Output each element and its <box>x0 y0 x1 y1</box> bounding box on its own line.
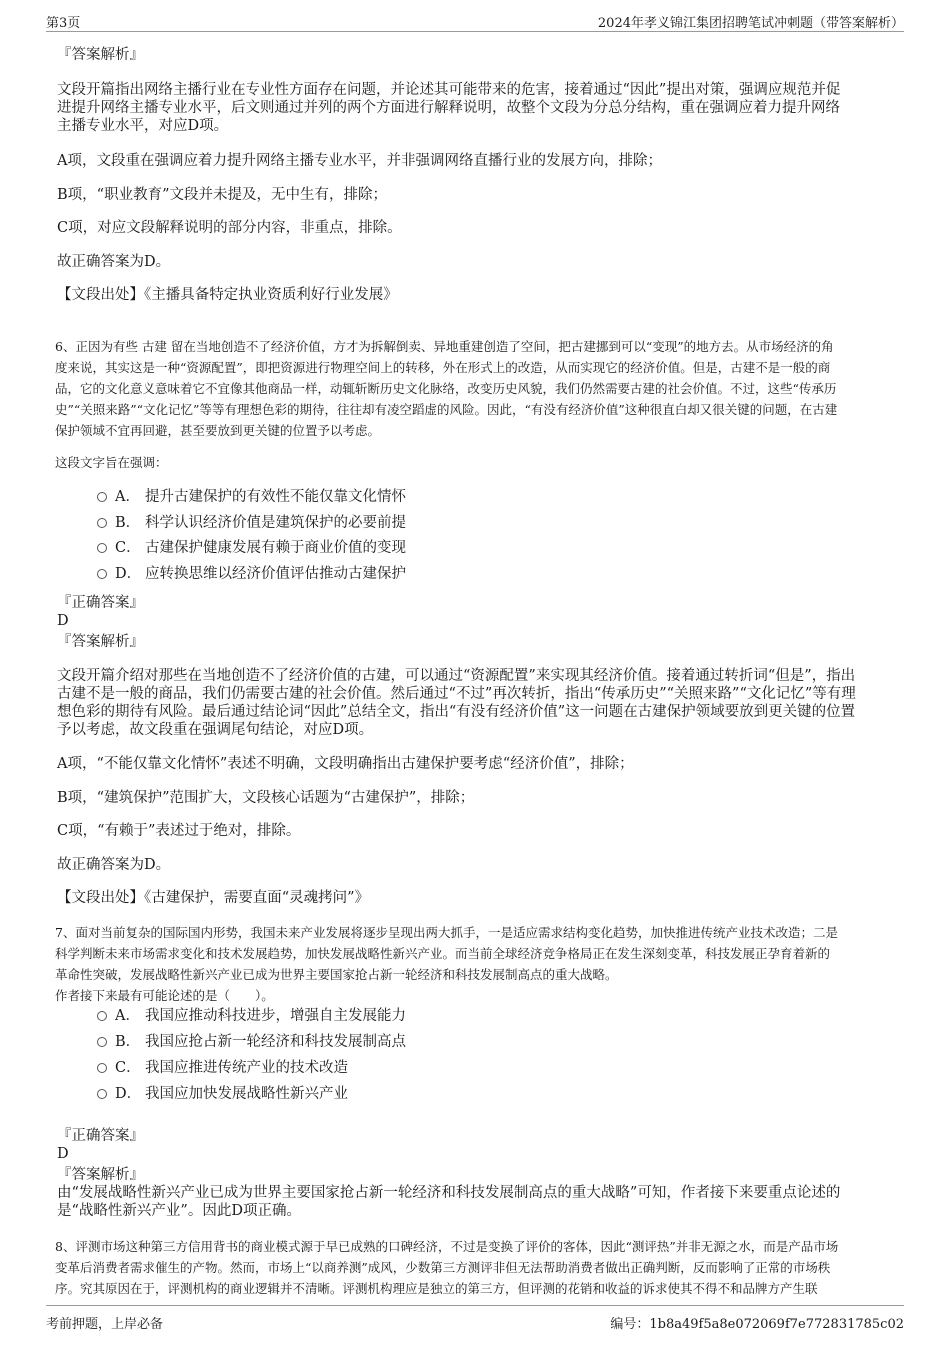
q6-option-c-analysis: C项，“有赖于”表述过于绝对，排除。 <box>57 823 301 839</box>
text-line: 是“战略性新兴产业”。因此D项正确。 <box>57 1203 301 1219</box>
footer-slogan: 考前押题，上岸必备 <box>46 1317 164 1332</box>
option-text: 我国应抢占新一轮经济和科技发展制高点 <box>145 1034 406 1050</box>
prev-option-b-analysis: B项，“职业教育”文段并未提及，无中生有，排除； <box>57 187 387 203</box>
option-letter: A． <box>115 1008 140 1024</box>
q6-stem <box>55 336 897 441</box>
prev-conclusion: 故正确答案为D。 <box>57 254 171 270</box>
option-text: 应转换思维以经济价值评估推动古建保护 <box>145 566 406 582</box>
text-line: 文段开篇介绍对那些在当地创造不了经济价值的古建，可以通过“资源配置”来实现其经济价值。接着通过转折词“但是”，指出 <box>57 668 856 684</box>
prev-analysis-paragraph <box>57 81 895 135</box>
document-code: 编号：1b8a49f5a8e072069f7e772831785c02 <box>610 1317 904 1332</box>
option-letter: D． <box>115 1086 142 1102</box>
radio-icon[interactable] <box>97 1063 107 1073</box>
q6-option-d[interactable] <box>97 565 406 583</box>
q7-analysis-title: 『答案解析』 <box>57 1167 144 1183</box>
q6-question: 这段文字旨在强调： <box>55 455 168 470</box>
option-text: 古建保护健康发展有赖于商业价值的变现 <box>145 540 406 556</box>
q6-option-b-analysis: B项，“建筑保护”范围扩大，文段核心话题为“古建保护”，排除； <box>57 790 475 806</box>
radio-icon[interactable] <box>97 543 107 553</box>
option-letter: B． <box>115 515 141 531</box>
radio-icon[interactable] <box>97 1089 107 1099</box>
text-line: 度来说，其实这是一种“资源配置”，即把资源进行物理空间上的转移，外在形式上的改造，从而实现它的经济价值。但是，古建不是一般的商 <box>55 360 831 375</box>
q6-option-a-analysis: A项，“不能仅靠文化情怀”表述不明确，文段明确指出古建保护要考虑“经济价值”，排除； <box>57 756 634 772</box>
option-letter: D． <box>115 566 142 582</box>
option-text: 提升古建保护的有效性不能仅靠文化情怀 <box>145 489 406 505</box>
prev-option-a-analysis: A项，文段重在强调应着力提升网络主播专业水平，并非强调网络直播行业的发展方向，排除； <box>57 153 662 169</box>
text-line: 想色彩的期待有风险。最后通过结论词“因此”总结全文，指出“有没有经济价值”这一问题在古建保护领域要放到更关键的位置 <box>57 704 856 720</box>
option-letter: C． <box>115 540 141 556</box>
option-letter: C． <box>115 1060 141 1076</box>
option-letter: A． <box>115 489 140 505</box>
q7-stem <box>55 922 897 1006</box>
text-line: 序。究其原因在于，评测机构的商业逻辑并不清晰。评测机构理应是独立的第三方，但评测的花销和收益的诉求使其不得不和品牌方产生联 <box>55 1281 818 1296</box>
q6-analysis-title: 『答案解析』 <box>57 634 144 650</box>
text-line: 变革后消费者需求催生的产物。然而，市场上“以商养测”成风，少数第三方测评非但无法帮助消费者做出正确判断，反而影响了正常的市场秩 <box>55 1260 831 1275</box>
option-text: 我国应加快发展战略性新兴产业 <box>145 1086 348 1102</box>
text-line: 保护领域不宜再回避，甚至要放到更关键的位置予以考虑。 <box>55 423 381 438</box>
footer-divider <box>46 1305 904 1306</box>
text-line: 7、面对当前复杂的国际国内形势，我国未来产业发展将逐步呈现出两大抓手，一是适应需求结构变化趋势，加快推进传统产业技术改造；二是 <box>55 925 838 940</box>
option-text: 科学认识经济价值是建筑保护的必要前提 <box>145 515 406 531</box>
q6-option-a[interactable] <box>97 488 406 506</box>
text-line: 进提升网络主播专业水平，后文则通过并列的两个方面进行解释说明，故整个文段为分总分结构，重在强调应着力提升网络 <box>57 100 840 116</box>
q8-stem <box>55 1236 897 1299</box>
text-line: 予以考虑，故文段重在强调尾句结论，对应D项。 <box>57 722 374 738</box>
text-line: 主播专业水平，对应D项。 <box>57 118 229 134</box>
q7-option-a[interactable] <box>97 1007 406 1025</box>
q6-conclusion: 故正确答案为D。 <box>57 857 171 873</box>
header-divider <box>46 31 904 32</box>
q7-answer-title: 『正确答案』 <box>57 1128 144 1144</box>
text-line: 由“发展战略性新兴产业已成为世界主要国家抢占新一轮经济和科技发展制高点的重大战略”可知，作者接下来要重点论述的 <box>57 1185 841 1201</box>
radio-icon[interactable] <box>97 518 107 528</box>
option-letter: B． <box>115 1034 141 1050</box>
radio-icon[interactable] <box>97 569 107 579</box>
q7-answer: D <box>57 1146 69 1162</box>
q7-option-c[interactable] <box>97 1059 348 1077</box>
document-title: 2024年孝义锦江集团招聘笔试冲刺题（带答案解析） <box>597 16 904 31</box>
q6-analysis-paragraph <box>57 667 895 739</box>
q6-option-c[interactable] <box>97 539 406 557</box>
q7-option-b[interactable] <box>97 1033 406 1051</box>
prev-option-c-analysis: C项，对应文段解释说明的部分内容，非重点，排除。 <box>57 220 402 236</box>
text-line: 6、正因为有些 古建 留在当地创造不了经济价值，方才为拆解倒卖、异地重建创造了空间，把古建挪到可以“变现”的地方去。从市场经济的角 <box>55 339 834 354</box>
text-line: 作者接下来最有可能论述的是（ ）。 <box>55 988 274 1003</box>
text-line: 8、评测市场这种第三方信用背书的商业模式源于早已成熟的口碑经济，不过是变换了评价的客体，因此“测评热”并非无源之水，而是产品市场 <box>55 1239 839 1254</box>
page-number: 第3页 <box>46 16 81 31</box>
option-text: 我国应推进传统产业的技术改造 <box>145 1060 348 1076</box>
radio-icon[interactable] <box>97 1037 107 1047</box>
text-line: 品，它的文化意义意味着它不宜像其他商品一样，动辄斩断历史文化脉络，改变历史风貌，我们仍然需要古建的社会价值。不过，这些“传承历 <box>55 381 837 396</box>
q6-answer: D <box>57 613 69 629</box>
text-line: 史”“关照来路”“文化记忆”等等有理想色彩的期待，往往却有凌空蹈虚的风险。因此，“有没有经济价值”这种很直白却又很关键的问题，在古建 <box>55 402 838 417</box>
text-line: 科学判断未来市场需求变化和技术发展趋势，加快发展战略性新兴产业。而当前全球经济竞争格局正在发生深刻变革，科技发展正孕育着新的 <box>55 946 831 961</box>
radio-icon[interactable] <box>97 492 107 502</box>
text-line: 革命性突破，发展战略性新兴产业已成为世界主要国家抢占新一轮经济和科技发展制高点的重大战略。 <box>55 967 618 982</box>
q7-option-d[interactable] <box>97 1085 348 1103</box>
prev-analysis-title: 『答案解析』 <box>57 47 144 63</box>
q6-answer-title: 『正确答案』 <box>57 595 144 611</box>
text-line: 古建不是一般的商品，我们仍需要古建的社会价值。然后通过“不过”再次转折，指出“传承历史”“关照来路”“文化记忆”等有理 <box>57 686 856 702</box>
q7-analysis-paragraph <box>57 1184 895 1220</box>
q6-source: 【文段出处】《古建保护，需要直面“灵魂拷问”》 <box>57 890 370 906</box>
text-line: 文段开篇指出网络主播行业在专业性方面存在问题，并论述其可能带来的危害，接着通过“因此”提出对策，强调应规范并促 <box>57 82 841 98</box>
prev-source: 【文段出处】《主播具备特定执业资质利好行业发展》 <box>57 287 398 303</box>
q6-option-b[interactable] <box>97 514 406 532</box>
radio-icon[interactable] <box>97 1011 107 1021</box>
option-text: 我国应推动科技进步，增强自主发展能力 <box>145 1008 406 1024</box>
